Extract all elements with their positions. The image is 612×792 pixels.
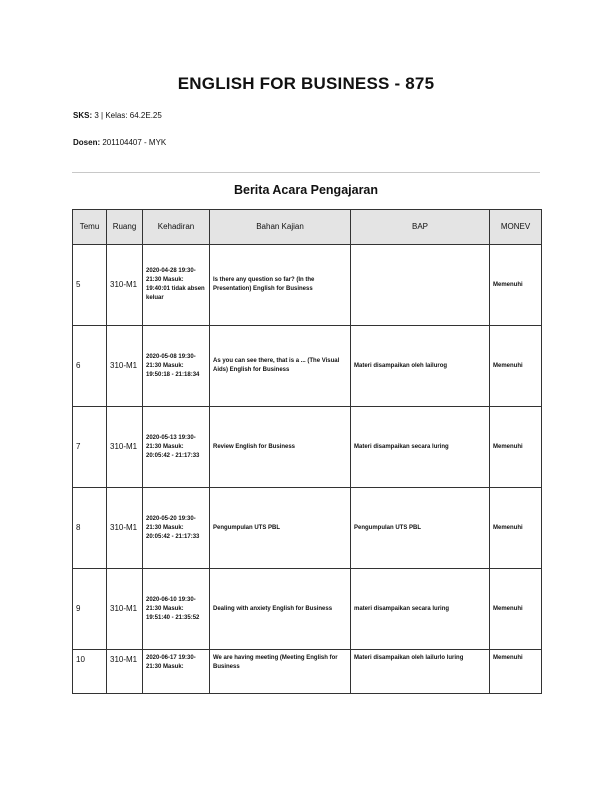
dosen-line	[73, 138, 166, 147]
cell-temu: 5	[73, 245, 107, 326]
cell-kehadiran: 2020-04-28 19:30-21:30 Masuk: 19:40:01 tidak absen keluar	[143, 245, 210, 326]
cell-monev: Memenuhi	[490, 407, 542, 488]
table-header-row	[73, 210, 542, 245]
cell-bahan-kajian: Review English for Business	[210, 407, 351, 488]
cell-ruang: 310-M1	[107, 488, 143, 569]
header-kehadiran: Kehadiran	[143, 210, 210, 245]
sks-value: 3 | Kelas: 64.2E.25	[94, 111, 162, 120]
cell-kehadiran: 2020-06-10 19:30-21:30 Masuk: 19:51:40 - 21:35:52	[143, 569, 210, 650]
bap-table	[72, 209, 542, 694]
divider	[72, 172, 540, 173]
cell-monev: Memenuhi	[490, 569, 542, 650]
cell-monev: Memenuhi	[490, 245, 542, 326]
cell-bap: Materi disampaikan oleh lailurog	[351, 326, 490, 407]
cell-temu: 6	[73, 326, 107, 407]
table-row	[73, 569, 542, 650]
cell-monev: Memenuhi	[490, 326, 542, 407]
header-temu: Temu	[73, 210, 107, 245]
cell-temu: 8	[73, 488, 107, 569]
cell-bahan-kajian: We are having meeting (Meeting English for Business	[210, 650, 351, 694]
section-title: Berita Acara Pengajaran	[233, 183, 379, 197]
cell-bahan-kajian: As you can see there, that is a ... (The Visual Aids) English for Business	[210, 326, 351, 407]
cell-temu: 10	[73, 650, 107, 694]
table-row	[73, 407, 542, 488]
cell-ruang: 310-M1	[107, 650, 143, 694]
cell-bap: Materi disampaikan oleh lailurlo luring	[351, 650, 490, 694]
cell-bahan-kajian: Is there any question so far? (In the Presentation) English for Business	[210, 245, 351, 326]
cell-kehadiran: 2020-05-13 19:30-21:30 Masuk: 20:05:42 - 21:17:33	[143, 407, 210, 488]
header-ruang: Ruang	[107, 210, 143, 245]
header-bap: BAP	[351, 210, 490, 245]
cell-ruang: 310-M1	[107, 407, 143, 488]
cell-temu: 9	[73, 569, 107, 650]
cell-bahan-kajian: Pengumpulan UTS PBL	[210, 488, 351, 569]
cell-kehadiran: 2020-05-08 19:30-21:30 Masuk: 19:50:18 - 21:18:34	[143, 326, 210, 407]
cell-bap	[351, 245, 490, 326]
cell-ruang: 310-M1	[107, 569, 143, 650]
cell-monev: Memenuhi	[490, 488, 542, 569]
header-monev: MONEV	[490, 210, 542, 245]
cell-monev: Memenuhi	[490, 650, 542, 694]
table-row	[73, 650, 542, 694]
cell-kehadiran: 2020-06-17 19:30-21:30 Masuk:	[143, 650, 210, 694]
cell-bap: Pengumpulan UTS PBL	[351, 488, 490, 569]
header-bahan-kajian: Bahan Kajian	[210, 210, 351, 245]
table-row	[73, 245, 542, 326]
dosen-label: Dosen:	[73, 138, 101, 147]
document-title: ENGLISH FOR BUSINESS - 875	[177, 74, 435, 93]
sks-line	[73, 111, 162, 120]
cell-bap: Materi disampaikan secara luring	[351, 407, 490, 488]
cell-ruang: 310-M1	[107, 245, 143, 326]
cell-bap: materi disampaikan secara luring	[351, 569, 490, 650]
dosen-value: 201104407 - MYK	[102, 138, 167, 147]
table-row	[73, 488, 542, 569]
cell-ruang: 310-M1	[107, 326, 143, 407]
cell-bahan-kajian: Dealing with anxiety English for Business	[210, 569, 351, 650]
cell-kehadiran: 2020-05-20 19:30-21:30 Masuk: 20:05:42 - 21:17:33	[143, 488, 210, 569]
table-row	[73, 326, 542, 407]
cell-temu: 7	[73, 407, 107, 488]
sks-label: SKS:	[73, 111, 93, 120]
